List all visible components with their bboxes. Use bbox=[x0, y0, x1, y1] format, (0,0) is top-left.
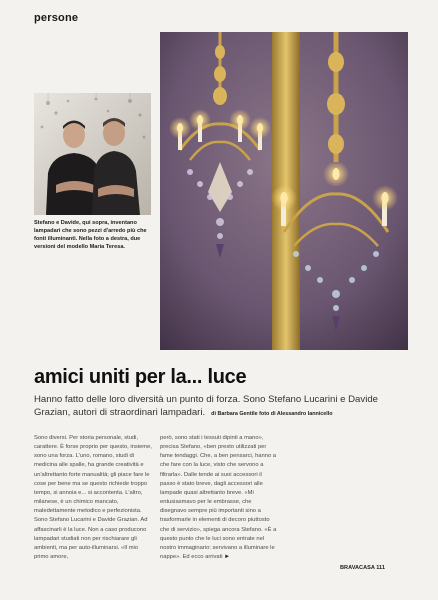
article-headline: amici uniti per la... luce bbox=[34, 366, 247, 388]
continue-arrow-icon: ► bbox=[224, 554, 231, 561]
page-folio: BRAVACASA 111 bbox=[340, 565, 385, 571]
article-standfirst bbox=[34, 394, 414, 420]
photo-caption: Stefano e Davide, qui sopra, inventano lampadari che sono pezzi d'arredo più che fonti illuminanti. Nella foto a destra, due versioni del modello Maria Teresa. bbox=[34, 220, 147, 250]
body-column-2-text: però, sono stati i tessuti dipinti a mano», precisa Stefano, «ben presto utilizzati per fame tendaggi. Che, a ben pensarci, hanno a che fare con la luce, visto che servono a filtrarla». Dalle tende ai suoi accessori il passo è stato breve, dagli accessori alle lampade quasi altrettanto breve. «Mi entusiasmavo per le embrasse, che disegnavo sempre più importanti sino a trasformarle in elementi di decoro piuttosto che di servizio», spiega ancora Stefano. «È a questo punto che le luci sono entrate nel nostro immaginario: servivano a illuminare le nappe». Ed ecco arrivati bbox=[160, 435, 277, 561]
designers-portrait-photo bbox=[34, 93, 151, 215]
body-column-2 bbox=[160, 434, 278, 563]
chandeliers-photo bbox=[160, 32, 408, 350]
standfirst-text: Hanno fatto delle loro diversità un punto di forza. Sono Stefano Lucarini e Davide Grazian, autori di straordinari lampadari. bbox=[34, 394, 378, 418]
section-label: persone bbox=[34, 12, 79, 24]
body-column-1: Sono diversi. Per storia personale, studi, carattere. È forse proprio per questo, insieme, sono una forza. L'uno, romano, studi di medicina alle spalle, ha grande creatività e un'altrettanto forte manualità; gli piace fare le cose per bene ma se questo richiede troppo tempo, si annoia e... si accontenta. L'altro, milanese, è un chimico mancato, maledettamente metodico e perfezionista. Sono Stefano Lucarini e Davide Grazian. Ad affascinarli è la luce. Non a caso producono lampadari studiati non per rischiarare gli ambienti, ma per auto-illuminarsi. «Il mio primo amore, bbox=[34, 435, 152, 561]
byline-credit: di Barbara Gentile foto di Alessandro Iannicello bbox=[211, 410, 333, 417]
